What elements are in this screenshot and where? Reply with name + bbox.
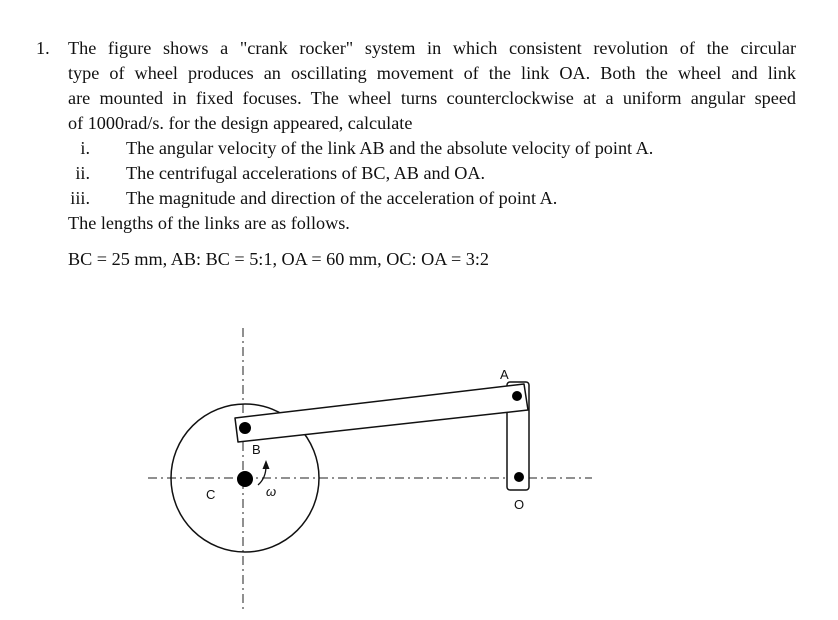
point-c-pivot bbox=[237, 471, 253, 487]
omega-arrowhead bbox=[263, 460, 270, 469]
point-a-pivot bbox=[512, 391, 522, 401]
point-o-pivot bbox=[514, 472, 524, 482]
sub-question-text: The centrifugal accelerations of BC, AB and OA. bbox=[126, 163, 486, 183]
sub-question-numeral: iii. bbox=[70, 188, 90, 208]
label-omega: ω bbox=[266, 484, 277, 499]
label-o: O bbox=[514, 497, 525, 512]
sub-question-numeral: i. bbox=[80, 138, 90, 158]
link-lengths-formula: BC = 25 mm, AB: BC = 5:1, OA = 60 mm, OC: OA = 3:2 bbox=[68, 249, 490, 269]
sub-question-text: The angular velocity of the link AB and the absolute velocity of point A. bbox=[126, 138, 654, 158]
question-number: 1. bbox=[36, 38, 50, 58]
lengths-intro-text: The lengths of the links are as follows. bbox=[68, 213, 350, 233]
sub-question-numeral: ii. bbox=[75, 163, 90, 183]
sub-question-text: The magnitude and direction of the acceleration of point A. bbox=[126, 188, 558, 208]
intro-line-2: type of wheel produces an oscillating movement of the link OA. Both the wheel and link bbox=[68, 63, 796, 83]
label-a: A bbox=[500, 367, 509, 382]
label-c: C bbox=[206, 487, 216, 502]
intro-line-1: The figure shows a "crank rocker" system in which consistent revolution of the circular bbox=[68, 38, 796, 58]
point-b-pivot bbox=[239, 422, 251, 434]
intro-line-3: are mounted in fixed focuses. The wheel turns counterclockwise at a uniform angular speed bbox=[68, 88, 796, 108]
link-ab bbox=[235, 384, 528, 442]
intro-line-4: of 1000rad/s. for the design appeared, calculate bbox=[68, 113, 413, 133]
label-b: B bbox=[252, 442, 261, 457]
